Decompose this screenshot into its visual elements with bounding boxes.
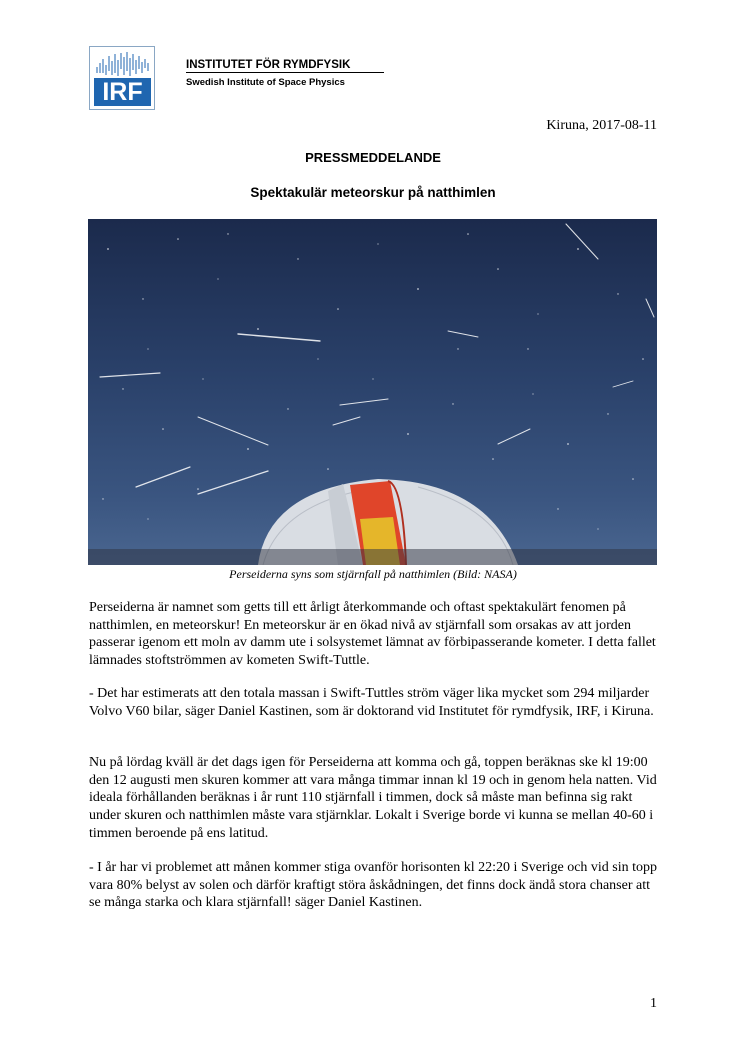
irf-logo [89, 46, 155, 110]
paragraph: - Det har estimerats att den totala massan i Swift-Tuttles ström väger lika mycket som 294 miljarder Volvo V60 bilar, säger Daniel Kastinen, som är doktorand vid Institutet för rymdfysik, IRF, i Kiruna. [89, 686, 654, 719]
logo-text: IRF [94, 78, 151, 106]
waveform-icon [94, 51, 150, 77]
image-caption: Perseiderna syns som stjärnfall på natthimlen (Bild: NASA) [229, 567, 517, 581]
paragraph: Perseiderna är namnet som getts till ett årligt återkommande och oftast spektakulärt fenomen på natthimlen, en meteorskur! En meteorskur är en ökad nivå av stjärnfall som orsakas av att jorden passerar igenom ett moln av damm ute i solsystemet lämnat av förbipasserande kometer. I detta fallet lämnades stoftströmmen av kometen Swift-Tuttle. [89, 600, 656, 669]
meteor-shower-photo [88, 219, 657, 565]
paragraph: - I år har vi problemet att månen kommer stiga ovanför horisonten kl 22:20 i Sverige och vid sin topp vara 80% belyst av solen och därför kraftigt störa åskådningen, det finns dock ändå stora chanser att se många starka och klara stjärnfall! säger Daniel Kastinen. [89, 860, 658, 911]
page-title: Spektakulär meteorskur på natthimlen [250, 185, 496, 200]
dateline: Kiruna, 2017-08-11 [546, 118, 657, 133]
institute-name: INSTITUTET FÖR RYMDFYSIK [186, 59, 384, 73]
page-number: 1 [650, 996, 657, 1011]
institute-subtitle: Swedish Institute of Space Physics [186, 77, 345, 88]
document-type: PRESSMEDDELANDE [305, 150, 441, 165]
paragraph: Nu på lördag kväll är det dags igen för Perseiderna att komma och gå, toppen beräknas ske kl 19:00 den 12 augusti men skuren kommer att vara många timmar innan kl 19 och in genom hela natten. Vid ideala förhållanden beräknas i år runt 110 stjärnfall i timmen, dock så måste man befinna sig rakt under skuren och natthimlen måste vara stjärnklar. Lokalt i Sverige borde vi kunna se mellan 40-60 i timmen beroende på ens latitud. [89, 755, 657, 841]
